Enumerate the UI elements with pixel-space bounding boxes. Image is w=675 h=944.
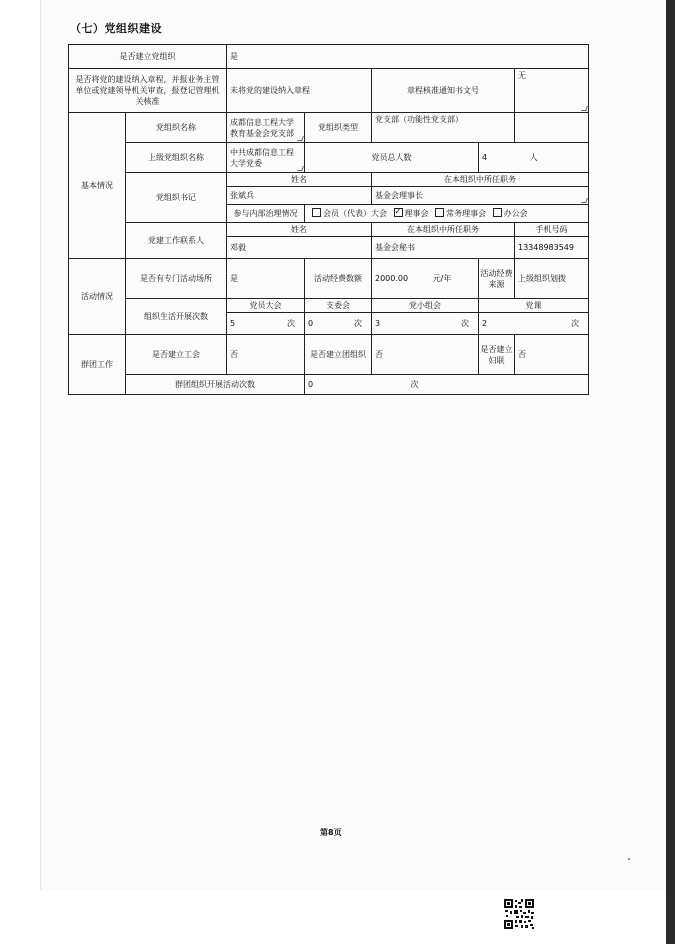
women-label: 是否建立妇联 — [479, 335, 515, 375]
secretary-position-header: 在本组织中所任职务 — [372, 173, 589, 187]
contact-phone-header: 手机号码 — [515, 223, 589, 237]
superior-label: 上级党组织名称 — [126, 143, 227, 173]
contact-position-header: 在本组织中所任职务 — [372, 223, 515, 237]
mass-activities-unit: 次 — [410, 380, 419, 389]
governance-options — [305, 205, 589, 223]
venue-value[interactable]: 是 — [227, 259, 305, 299]
secretary-position[interactable]: 基金会理事长 — [372, 187, 589, 205]
scan-speck — [628, 858, 630, 860]
governance-label: 参与内部治理情况 — [227, 205, 305, 223]
youth-value[interactable]: 否 — [372, 335, 479, 375]
governance-option[interactable]: ✓ 理事会 — [390, 209, 429, 218]
secretary-label: 党组织书记 — [126, 173, 227, 223]
party-organization-form — [68, 44, 589, 395]
count-party-class[interactable]: 2 次 — [479, 313, 589, 335]
checkbox-standing-board[interactable] — [435, 208, 444, 217]
org-type-label: 党组织类型 — [305, 113, 372, 143]
youth-label: 是否建立团组织 — [305, 335, 372, 375]
header-group-meeting: 党小组会 — [372, 299, 479, 313]
contact-phone[interactable]: 13348983549 — [515, 237, 589, 259]
basic-section-label: 基本情况 — [69, 113, 126, 259]
secretary-name[interactable]: 张斌兵 — [227, 187, 372, 205]
qr-code-icon — [503, 898, 535, 930]
funds-label: 活动经费数额 — [305, 259, 372, 299]
charter-doc-label: 章程核准通知书文号 — [372, 69, 515, 113]
contact-label: 党建工作联系人 — [126, 223, 227, 259]
row-established — [69, 45, 589, 69]
row-activity-main — [69, 259, 589, 299]
row-superior — [69, 143, 589, 173]
charter-doc-value[interactable]: 无 — [515, 69, 589, 113]
contact-name[interactable]: 邓毅 — [227, 237, 372, 259]
funds-field[interactable] — [372, 259, 479, 299]
secretary-name-header: 姓名 — [227, 173, 372, 187]
members-value: 4 — [482, 153, 488, 162]
org-name-value[interactable]: 成都信息工程大学教育基金会党支部 — [227, 113, 305, 143]
section-title: （七）党组织建设 — [70, 22, 162, 35]
row-secretary-header — [69, 173, 589, 187]
established-value[interactable]: 是 — [227, 45, 589, 69]
venue-label: 是否有专门活动场所 — [126, 259, 227, 299]
established-label: 是否建立党组织 — [69, 45, 227, 69]
mass-section-label: 群团工作 — [69, 335, 126, 395]
header-branch-committee: 支委会 — [305, 299, 372, 313]
org-type-value[interactable]: 党支部（功能性党支部） — [372, 113, 515, 143]
checkbox-office-meeting[interactable] — [493, 208, 502, 217]
superior-value[interactable]: 中共成都信息工程大学党委 — [227, 143, 305, 173]
charter-value[interactable]: 未将党的建设纳入章程 — [227, 69, 372, 113]
checkbox-board[interactable] — [394, 208, 403, 217]
members-label: 党员总人数 — [305, 143, 479, 173]
contact-position[interactable]: 基金会秘书 — [372, 237, 515, 259]
count-member-meeting[interactable]: 5 次 — [227, 313, 305, 335]
row-charter — [69, 69, 589, 113]
activity-section-label: 活动情况 — [69, 259, 126, 335]
funds-unit: 元/年 — [432, 274, 452, 283]
mass-activities-value: 0 — [308, 380, 314, 389]
qr-code-graphic — [503, 898, 535, 930]
governance-option[interactable]: 常务理事会 — [431, 209, 486, 218]
count-branch-committee[interactable]: 0 次 — [305, 313, 372, 335]
row-contact-header — [69, 223, 589, 237]
header-party-class: 党课 — [479, 299, 589, 313]
checkbox-member-congress[interactable] — [312, 208, 321, 217]
header-member-meeting: 党员大会 — [227, 299, 305, 313]
contact-name-header: 姓名 — [227, 223, 372, 237]
row-mass-main — [69, 335, 589, 375]
row-mass-activities — [69, 375, 589, 395]
row-life-headers — [69, 299, 589, 313]
women-value[interactable]: 否 — [515, 335, 589, 375]
page-number: 第8页 — [320, 828, 342, 837]
union-value[interactable]: 否 — [227, 335, 305, 375]
source-value[interactable]: 上级组织划拨 — [515, 259, 589, 299]
org-type-extra — [515, 113, 589, 143]
governance-option[interactable]: 会员（代表）大会 — [308, 209, 387, 218]
members-field[interactable] — [479, 143, 589, 173]
mass-activities-label: 群团组织开展活动次数 — [126, 375, 305, 395]
governance-option[interactable]: 办公会 — [489, 209, 528, 218]
source-label: 活动经费来源 — [479, 259, 515, 299]
org-name-label: 党组织名称 — [126, 113, 227, 143]
union-label: 是否建立工会 — [126, 335, 227, 375]
row-org-name — [69, 113, 589, 143]
members-unit: 人 — [529, 153, 538, 162]
charter-label: 是否将党的建设纳入章程，并报业务主管单位或党建领导机关审查，报登记管理机关核准 — [69, 69, 227, 113]
mass-activities-field[interactable] — [305, 375, 589, 395]
scan-edge — [666, 0, 675, 944]
life-label: 组织生活开展次数 — [126, 299, 227, 335]
funds-value: 2000.00 — [375, 274, 409, 283]
count-group-meeting[interactable]: 3 次 — [372, 313, 479, 335]
